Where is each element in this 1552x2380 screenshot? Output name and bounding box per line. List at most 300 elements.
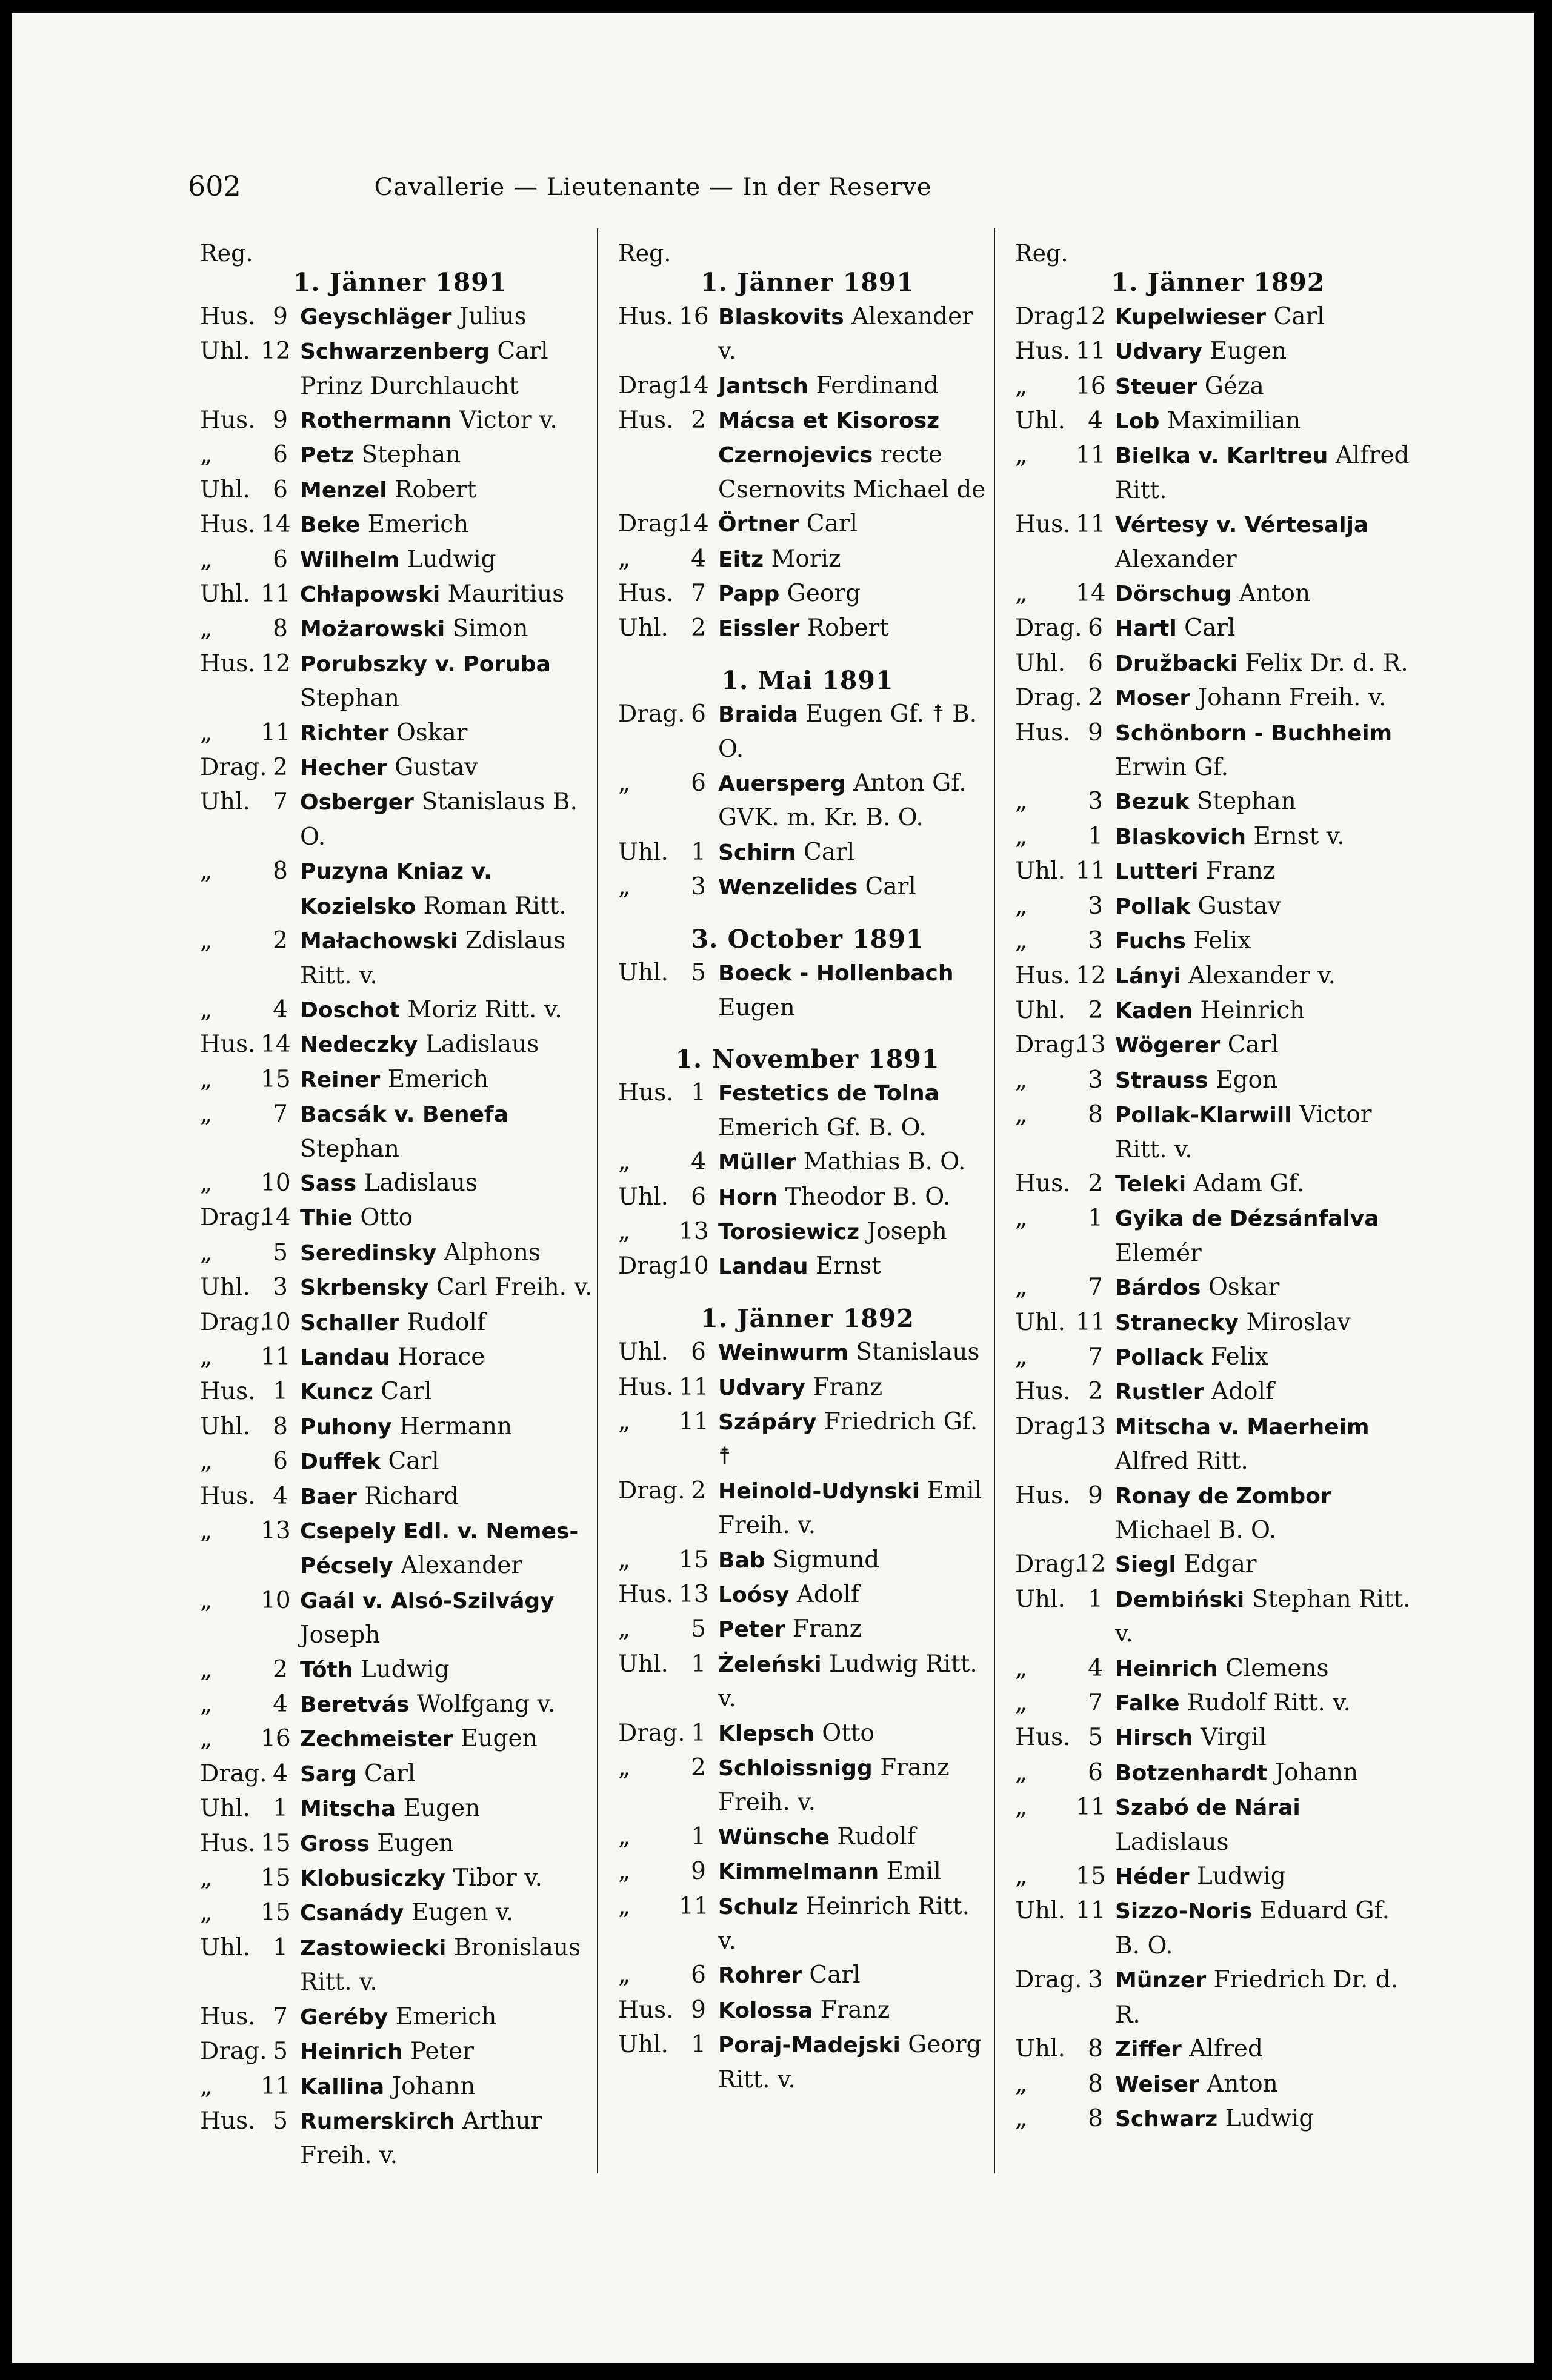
given-names: Stanislaus B. O. (300, 788, 578, 851)
entry-text (718, 1890, 1006, 1959)
given-names: Ernst (815, 1252, 881, 1280)
entry-text (300, 577, 609, 612)
surname: Wögerer (1115, 1033, 1221, 1059)
entry-text (718, 1543, 1006, 1578)
branch-abbrev: Uhl. (1015, 857, 1065, 885)
branch-abbrev: Uhl. (200, 1412, 250, 1440)
branch-abbrev: Uhl. (200, 788, 250, 816)
surname: Lob (1115, 409, 1160, 434)
regiment-number: 2 (1088, 996, 1103, 1024)
regiment-number: 14 (679, 371, 709, 399)
surname: Baer (300, 1484, 357, 1509)
given-names: Bronislaus Ritt. v. (300, 1933, 581, 1996)
entry-text (300, 1201, 609, 1235)
entry-text (718, 1647, 1006, 1717)
given-names: Emil Freih. v. (718, 1477, 982, 1540)
branch-abbrev: „ (200, 441, 213, 469)
list-item (191, 2104, 609, 2173)
entry-text (1115, 370, 1430, 404)
given-names: Felix Dr. d. R. (1245, 649, 1408, 677)
given-names: Johann (1274, 1758, 1359, 1786)
surname: Eissler (718, 616, 800, 642)
list-item (1006, 1721, 1430, 1755)
surname: Rumerskirch (300, 2109, 455, 2134)
surname: Gaál v. Alsó-Szilvágy (300, 1588, 555, 1614)
regiment-number: 6 (273, 441, 288, 469)
regiment-number: 11 (1076, 1308, 1106, 1336)
list-item (1006, 1894, 1430, 1963)
branch-abbrev: „ (1015, 822, 1028, 850)
surname: Hartl (1115, 616, 1177, 642)
branch-abbrev: Hus. (618, 1581, 674, 1609)
surname: Zechmeister (300, 1727, 453, 1752)
branch-abbrev: „ (200, 1517, 213, 1545)
entry-text (1115, 2067, 1430, 2102)
list-item (191, 1271, 609, 1305)
branch-abbrev: Hus. (200, 650, 256, 677)
branch-abbrev: Hus. (200, 1031, 256, 1059)
list-item (609, 542, 1006, 577)
regiment-number: 12 (1076, 302, 1106, 330)
surname: Porubszky v. Poruba (300, 651, 551, 677)
entry-text (1115, 2032, 1430, 2067)
list-item (1006, 508, 1430, 577)
surname: Geréby (300, 2004, 388, 2030)
given-names: Eugen v. (411, 1899, 514, 1927)
regiment-number: 14 (1076, 580, 1106, 608)
regiment-number: 8 (273, 857, 288, 885)
branch-abbrev: „ (200, 1169, 213, 1197)
entry-text (718, 404, 1006, 507)
regiment-number: 8 (1088, 2070, 1103, 2098)
surname: Duffek (300, 1449, 381, 1475)
branch-abbrev: Hus. (200, 302, 256, 330)
regiment-number: 3 (1088, 892, 1103, 920)
surname: Małachowski (300, 929, 458, 954)
surname: Kolossa (718, 1998, 813, 2023)
given-names: Heinrich Ritt. v. (718, 1892, 970, 1955)
given-names: Erwin Gf. (1115, 754, 1229, 782)
given-names: Stephan (300, 1135, 399, 1163)
list-item (191, 438, 609, 473)
entry-text (300, 404, 609, 438)
list-item (609, 369, 1006, 404)
regiment-number: 6 (273, 476, 288, 504)
given-names: Stephan Ritt. v. (1115, 1585, 1411, 1648)
entry-text (718, 870, 1006, 905)
list-item (1006, 2102, 1430, 2136)
branch-abbrev: „ (1015, 2070, 1028, 2098)
given-names: Eugen (377, 1829, 455, 1857)
entry-text (718, 1820, 1006, 1855)
given-names: Michael B. O. (1115, 1517, 1277, 1544)
given-names: Friedrich Gf. ☨ (718, 1408, 978, 1471)
surname: Schönborn - Buchheim (1115, 720, 1393, 746)
entry-text (1115, 1860, 1430, 1894)
regiment-number: 11 (261, 2072, 291, 2100)
regiment-number: 15 (261, 1065, 291, 1093)
branch-abbrev: Hus. (618, 1079, 674, 1107)
surname: Lányi (1115, 963, 1181, 989)
branch-abbrev: Uhl. (618, 838, 668, 866)
branch-abbrev: Drag. (1015, 302, 1082, 330)
regiment-number: 6 (691, 1961, 706, 1989)
surname: Stranecky (1115, 1310, 1239, 1335)
given-names: Carl (1184, 614, 1236, 642)
branch-abbrev: Uhl. (200, 1933, 250, 1961)
surname: Lutteri (1115, 859, 1199, 885)
given-names: Anton (1207, 2070, 1278, 2098)
regiment-number: 15 (261, 1829, 291, 1857)
surname: Mácsa et Kisorosz Czernojevics (718, 408, 940, 468)
surname: Örtner (718, 512, 799, 537)
regiment-number: 2 (1088, 1378, 1103, 1406)
entry-text (1115, 1479, 1430, 1548)
surname: Festetics de Tolna (718, 1081, 939, 1106)
branch-abbrev: Drag. (1015, 1966, 1082, 1994)
given-names: Alexander v. (718, 302, 973, 365)
given-names: Anton Gf. GVK. m. Kr. B. O. (718, 770, 967, 832)
regiment-number: 10 (679, 1252, 709, 1280)
page-number: 602 (188, 170, 241, 202)
regiment-number: 11 (679, 1373, 709, 1401)
regiment-number: 5 (273, 2107, 288, 2135)
branch-abbrev: Uhl. (618, 959, 668, 987)
surname: Osberger (300, 790, 414, 816)
surname: Kupelwieser (1115, 304, 1267, 330)
branch-abbrev: „ (200, 1238, 213, 1266)
list-item (191, 1028, 609, 1062)
list-item (191, 1827, 609, 1861)
surname: Bab (718, 1547, 765, 1573)
surname: Klepsch (718, 1721, 814, 1746)
surname: Eitz (718, 547, 764, 572)
branch-abbrev: „ (618, 873, 631, 901)
surname: Petz (300, 443, 354, 468)
regiment-number: 1 (691, 838, 706, 866)
regiment-number: 15 (1076, 1863, 1106, 1890)
branch-abbrev: Drag. (618, 1477, 685, 1504)
branch-abbrev: „ (200, 719, 213, 746)
entry-text (718, 1474, 1006, 1543)
list-item (191, 1444, 609, 1479)
list-item (1006, 1340, 1430, 1375)
surname: Zastowiecki (300, 1935, 447, 1961)
reg-label: Reg. (618, 240, 671, 267)
list-item (191, 1584, 609, 1653)
surname: Gross (300, 1831, 370, 1856)
surname: Dembiński (1115, 1587, 1245, 1612)
entry-text (1115, 611, 1430, 646)
list-item (1006, 820, 1430, 854)
given-names: Rudolf (837, 1823, 916, 1850)
list-item (609, 1180, 1006, 1215)
list-item (191, 577, 609, 612)
branch-abbrev: Drag. (200, 1308, 267, 1336)
given-names: Franz (820, 1996, 890, 2024)
surname: Puzyna Kniaz v. Kozielsko (300, 859, 492, 919)
list-item (1006, 889, 1430, 924)
regiment-number: 12 (261, 337, 291, 365)
regiment-number: 4 (273, 996, 288, 1023)
entry-text (718, 1993, 1006, 2028)
regiment-number: 7 (273, 788, 288, 816)
surname: Chłapowski (300, 582, 441, 608)
entry-text (300, 334, 609, 404)
surname: Peter (718, 1617, 785, 1643)
surname: Bezuk (1115, 789, 1190, 815)
branch-abbrev: Uhl. (618, 1338, 668, 1366)
surname: Weiser (1115, 2072, 1199, 2097)
regiment-number: 2 (691, 407, 706, 434)
regiment-number: 5 (273, 2038, 288, 2066)
regiment-number: 8 (273, 1412, 288, 1440)
given-names: Wolfgang v. (416, 1690, 556, 1718)
entry-text (718, 1215, 1006, 1249)
entry-text (1115, 1271, 1430, 1305)
section-gap (609, 905, 1006, 922)
list-item (1006, 1860, 1430, 1894)
entry-text (718, 542, 1006, 577)
branch-abbrev: Uhl. (1015, 2035, 1065, 2063)
list-item (1006, 1271, 1430, 1305)
surname: Sarg (300, 1761, 357, 1787)
surname: Szápáry (718, 1409, 817, 1435)
entry-text (300, 543, 609, 577)
given-names: Franz Freih. v. (718, 1754, 950, 1817)
entry-text (1115, 1202, 1430, 1271)
entry-text (300, 716, 609, 751)
entry-text (300, 1584, 609, 1653)
list-item (609, 870, 1006, 905)
given-names: Felix (1193, 927, 1251, 955)
surname: Reiner (300, 1067, 381, 1092)
regiment-number: 2 (691, 1477, 706, 1504)
section-heading: 3. October 1891 (691, 924, 924, 954)
list-item (191, 1653, 609, 1687)
regiment-number: 6 (273, 1448, 288, 1475)
list-item (609, 1958, 1006, 1993)
regiment-number: 6 (1088, 1758, 1103, 1786)
given-names: Franz (813, 1373, 883, 1401)
list-item (609, 507, 1006, 542)
given-names: Otto (822, 1719, 875, 1747)
given-names: Ferdinand (816, 371, 939, 399)
entry-text (1115, 820, 1430, 854)
list-item (191, 751, 609, 785)
given-names: Gustav (1197, 892, 1281, 920)
entry-text (300, 751, 609, 785)
list-item (1006, 1167, 1430, 1202)
regiment-number: 1 (691, 2031, 706, 2059)
section-gap (609, 1285, 1006, 1301)
branch-abbrev: Drag. (618, 700, 685, 728)
given-names: Zdislaus Ritt. v. (300, 927, 566, 989)
given-names: Clemens (1225, 1654, 1329, 1682)
branch-abbrev: Hus. (1015, 962, 1071, 989)
list-item (191, 785, 609, 854)
given-names: Victor Ritt. v. (1115, 1101, 1372, 1163)
list-item (191, 404, 609, 438)
regiment-number: 1 (1088, 822, 1103, 850)
surname: Rohrer (718, 1963, 802, 1989)
entry-text (718, 1371, 1006, 1405)
entry-text (718, 697, 1006, 766)
surname: Bacsák v. Benefa (300, 1102, 508, 1128)
given-names: Alexander (1115, 545, 1237, 573)
entry-text (718, 766, 1006, 836)
list-item (1006, 439, 1430, 508)
entry-text (1115, 1547, 1430, 1582)
list-item (191, 1410, 609, 1444)
given-names: Adolf (1211, 1378, 1274, 1406)
section-gap (609, 1025, 1006, 1042)
entry-text (300, 1514, 609, 1584)
branch-abbrev: Hus. (1015, 719, 1071, 746)
regiment-number: 1 (273, 1378, 288, 1406)
branch-abbrev: Drag. (618, 371, 685, 399)
branch-abbrev: „ (1015, 442, 1028, 470)
regiment-number: 11 (1076, 1793, 1106, 1821)
list-item (1006, 1652, 1430, 1686)
entry-text (300, 1306, 609, 1340)
entry-text (1115, 577, 1430, 611)
entry-text (718, 1249, 1006, 1284)
entry-text (300, 508, 609, 542)
given-names: Eugen (403, 1795, 481, 1823)
branch-abbrev: Hus. (618, 302, 674, 330)
entry-text (718, 836, 1006, 870)
surname: Mitscha v. Maerheim (1115, 1414, 1370, 1440)
given-names: Stephan (361, 441, 461, 469)
regiment-number: 4 (1088, 1654, 1103, 1682)
surname: Loósy (718, 1583, 790, 1608)
branch-abbrev: „ (1015, 1205, 1028, 1232)
regiment-number: 1 (273, 1795, 288, 1823)
entry-text (300, 924, 609, 993)
entry-text (718, 1717, 1006, 1751)
surname: Torosiewicz (718, 1219, 860, 1245)
given-names: Alfred Ritt. (1115, 442, 1410, 504)
branch-abbrev: Drag. (1015, 684, 1082, 712)
entry-text (300, 1722, 609, 1757)
surname: Kallina (300, 2074, 385, 2099)
entry-text (300, 1236, 609, 1271)
regiment-number: 2 (691, 614, 706, 642)
branch-abbrev: Hus. (618, 1996, 674, 2024)
regiment-number: 6 (691, 1338, 706, 1366)
list-item (191, 334, 609, 404)
given-names: Géza (1204, 372, 1264, 400)
entry-text (718, 1145, 1006, 1180)
surname: Wünsche (718, 1824, 830, 1850)
branch-abbrev: „ (1015, 927, 1028, 955)
regiment-number: 11 (1076, 337, 1106, 365)
reg-label: Reg. (200, 240, 253, 267)
list-item (609, 300, 1006, 369)
entry-text (718, 1335, 1006, 1370)
regiment-number: 8 (1088, 2104, 1103, 2132)
list-item (191, 1931, 609, 2000)
given-names: Rudolf Ritt. v. (1187, 1689, 1351, 1717)
list-item (191, 716, 609, 751)
entry-text (300, 647, 609, 716)
list-item (191, 1896, 609, 1930)
regiment-number: 6 (1088, 649, 1103, 677)
entry-text (300, 1687, 609, 1722)
regiment-number: 11 (1076, 511, 1106, 539)
list-item (1006, 577, 1430, 611)
surname: Csepely Edl. v. Nemes-Pécsely (300, 1519, 579, 1579)
branch-abbrev: „ (1015, 1793, 1028, 1821)
branch-abbrev: „ (1015, 1066, 1028, 1094)
given-names: Carl (1273, 302, 1325, 330)
regiment-number: 7 (273, 1100, 288, 1128)
regiment-number: 9 (1088, 1481, 1103, 1509)
regiment-number: 11 (261, 580, 291, 608)
entry-text (300, 2000, 609, 2035)
regiment-number: 15 (261, 1864, 291, 1892)
branch-abbrev: „ (1015, 788, 1028, 816)
branch-abbrev: Drag. (200, 1204, 267, 1232)
given-names: Carl (364, 1760, 416, 1787)
branch-abbrev: Hus. (618, 580, 674, 608)
surname: Strauss (1115, 1068, 1208, 1093)
entry-text (300, 1375, 609, 1409)
entry-text (1115, 1721, 1430, 1755)
branch-abbrev: „ (1015, 1654, 1028, 1682)
surname: Boeck - Hollenbach (718, 961, 954, 986)
given-names: Oskar (1208, 1274, 1280, 1301)
branch-abbrev: „ (618, 1148, 631, 1176)
list-item (1006, 1547, 1430, 1582)
list-item (609, 956, 1006, 1025)
list-item (1006, 1375, 1430, 1409)
list-item (191, 2070, 609, 2104)
entry-text (718, 1855, 1006, 1889)
given-names: Carl (804, 838, 855, 866)
list-item (191, 993, 609, 1028)
entry-text (300, 473, 609, 508)
list-item (1006, 1479, 1430, 1548)
regiment-number: 4 (1088, 407, 1103, 435)
given-names: Ludwig (1196, 1863, 1286, 1890)
branch-abbrev: Hus. (1015, 1378, 1071, 1406)
given-names: Eugen Gf. ☨ B. O. (718, 700, 977, 763)
entry-text (1115, 1686, 1430, 1721)
entry-text (1115, 1583, 1430, 1652)
branch-abbrev: „ (200, 996, 213, 1023)
surname: Schloissnigg (718, 1756, 873, 1781)
entry-text (300, 1340, 609, 1375)
branch-abbrev: Drag. (1015, 614, 1082, 642)
list-item (191, 543, 609, 577)
branch-abbrev: „ (200, 615, 213, 643)
regiment-number: 15 (261, 1899, 291, 1927)
surname: Seredinsky (300, 1240, 437, 1266)
regiment-number: 16 (261, 1725, 291, 1753)
reg-label: Reg. (1015, 240, 1068, 267)
entry-text (300, 1028, 609, 1062)
list-item (191, 1514, 609, 1584)
given-names: Miroslav (1246, 1308, 1351, 1336)
surname: Müller (718, 1150, 796, 1175)
regiment-number: 3 (1088, 1066, 1103, 1094)
list-item (191, 300, 609, 334)
surname: Udvary (718, 1375, 805, 1400)
regiment-number: 12 (1076, 962, 1106, 989)
list-item (191, 1201, 609, 1235)
